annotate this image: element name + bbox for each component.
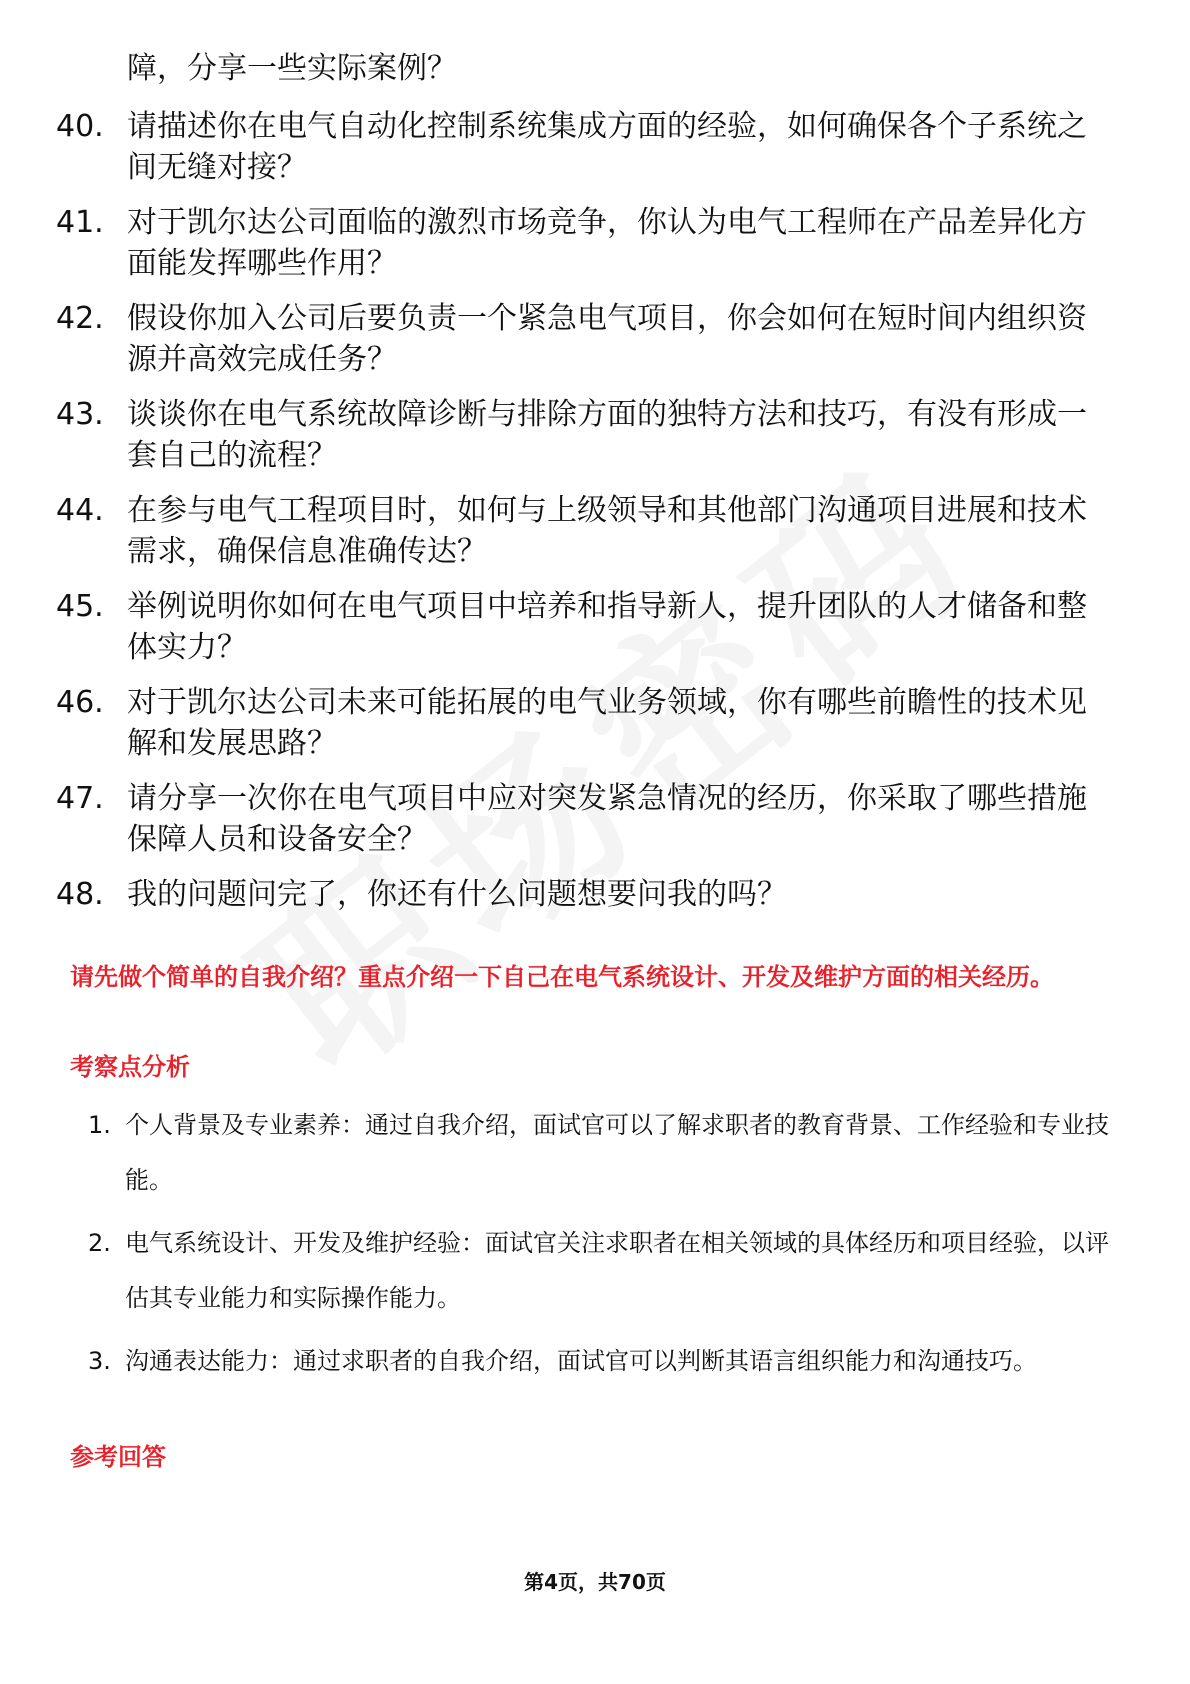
question-number: 48.	[56, 877, 104, 912]
answer-heading: 参考回答	[70, 1443, 166, 1471]
question-text: 障，分享一些实际案例？	[127, 51, 457, 86]
question-text: 在参与电气工程项目时，如何与上级领导和其他部门沟通项目进展和技术需求，确保信息准确传达？	[127, 493, 1087, 569]
question-number: 45.	[56, 589, 104, 624]
analysis-text: 沟通表达能力：通过求职者的自我介绍，面试官可以判断其语言组织能力和沟通技巧。	[125, 1347, 1037, 1375]
question-number: 43.	[56, 397, 104, 432]
question-number: 46.	[56, 685, 104, 720]
question-text: 假设你加入公司后要负责一个紧急电气项目，你会如何在短时间内组织资源并高效完成任务？	[127, 301, 1087, 377]
question-text: 对于凯尔达公司未来可能拓展的电气业务领域，你有哪些前瞻性的技术见解和发展思路？	[127, 685, 1087, 761]
analysis-text: 电气系统设计、开发及维护经验：面试官关注求职者在相关领域的具体经历和项目经验，以评估其专业能力和实际操作能力。	[125, 1229, 1109, 1312]
analysis-heading: 考察点分析	[70, 1053, 190, 1081]
analysis-text: 个人背景及专业素养：通过自我介绍，面试官可以了解求职者的教育背景、工作经验和专业技能。	[125, 1111, 1109, 1194]
question-number: 41.	[56, 205, 104, 240]
question-number: 40.	[56, 109, 104, 144]
analysis-number: 2.	[88, 1229, 111, 1257]
analysis-number: 3.	[88, 1347, 111, 1375]
section-question: 请先做个简单的自我介绍？重点介绍一下自己在电气系统设计、开发及维护方面的相关经历。	[70, 963, 1054, 991]
question-text: 请分享一次你在电气项目中应对突发紧急情况的经历，你采取了哪些措施保障人员和设备安全？	[127, 781, 1087, 857]
page-footer: 第4页，共70页	[524, 1570, 666, 1594]
question-text: 对于凯尔达公司面临的激烈市场竞争，你认为电气工程师在产品差异化方面能发挥哪些作用？	[127, 205, 1087, 281]
question-number: 47.	[56, 781, 104, 816]
question-text: 举例说明你如何在电气项目中培养和指导新人，提升团队的人才储备和整体实力？	[127, 589, 1087, 665]
question-number: 42.	[56, 301, 104, 336]
analysis-number: 1.	[88, 1111, 111, 1139]
question-text: 谈谈你在电气系统故障诊断与排除方面的独特方法和技巧，有没有形成一套自己的流程？	[127, 397, 1087, 473]
question-text: 我的问题问完了，你还有什么问题想要问我的吗？	[127, 877, 787, 912]
question-text: 请描述你在电气自动化控制系统集成方面的经验，如何确保各个子系统之间无缝对接？	[127, 109, 1087, 185]
question-number: 44.	[56, 493, 104, 528]
